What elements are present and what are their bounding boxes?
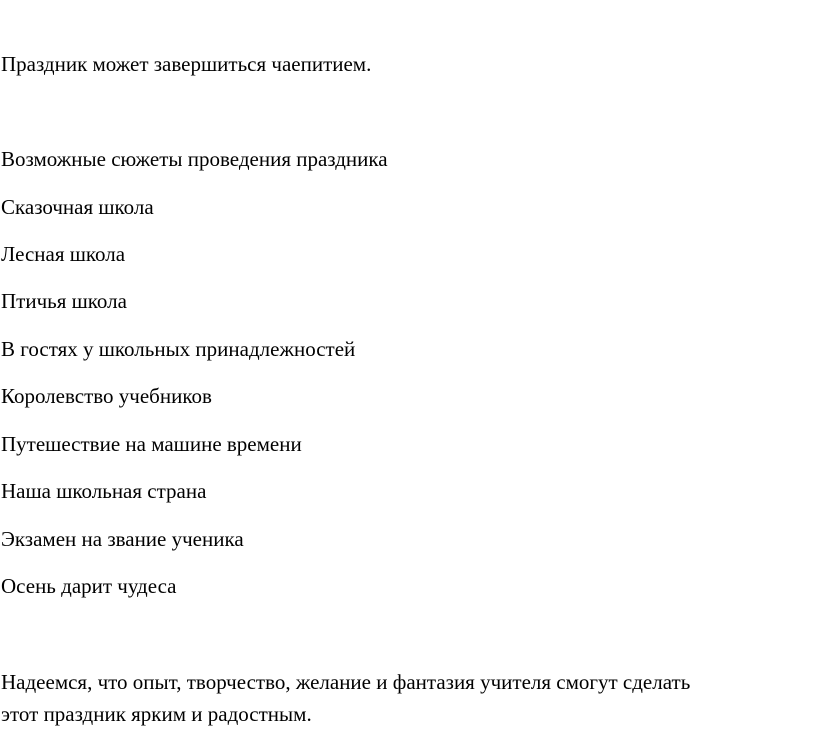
closing-paragraph-line-2: этот праздник ярким и радостным. [1,702,312,726]
list-item: Путешествие на машине времени [1,432,302,456]
list-item: Королевство учебников [1,384,212,408]
list-item: Наша школьная страна [1,479,207,503]
closing-paragraph-line-1: Надеемся, что опыт, творчество, желание и фантазия учителя смогут сделать [1,670,691,694]
list-item: Осень дарит чудеса [1,574,177,598]
list-item: Сказочная школа [1,195,154,219]
list-item: Экзамен на звание ученика [1,527,244,551]
list-item: Птичья школа [1,289,127,313]
list-item: В гостях у школьных принадлежностей [1,337,356,361]
intro-text: Праздник может завершиться чаепитием. [1,52,372,76]
list-item: Лесная школа [1,242,126,266]
scenarios-heading: Возможные сюжеты проведения праздника [1,147,388,171]
